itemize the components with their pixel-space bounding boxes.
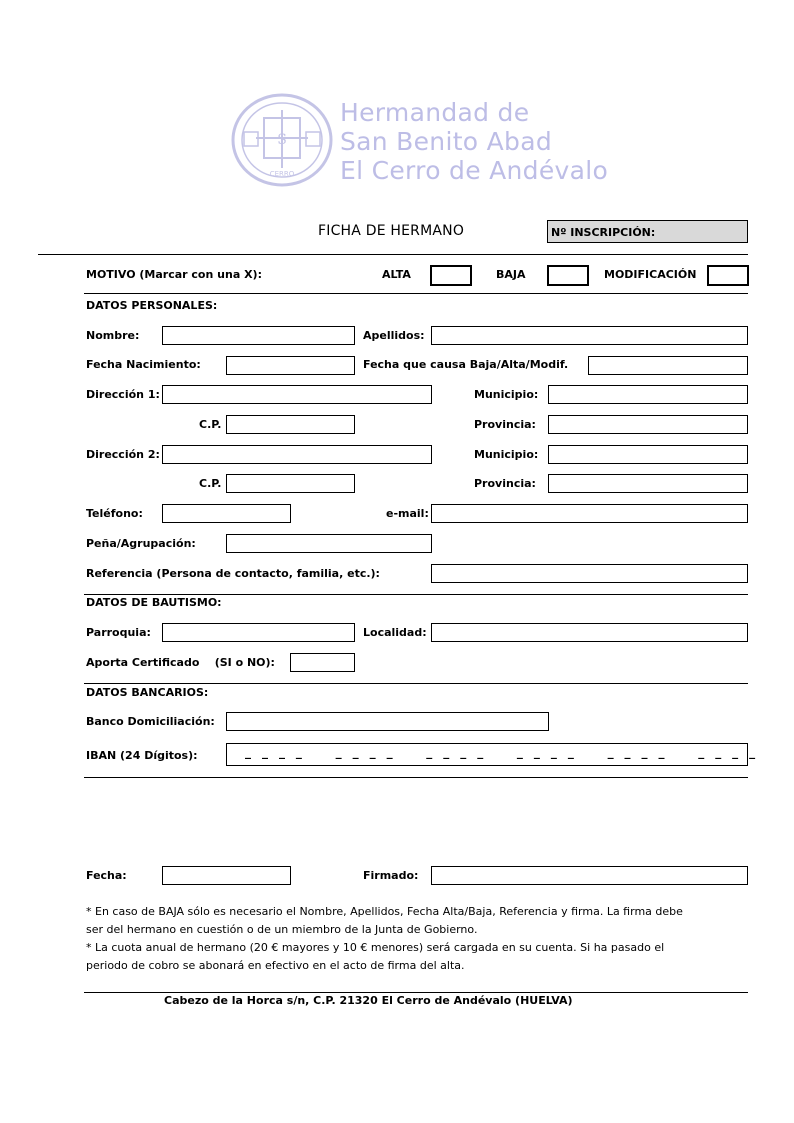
- alta-label: ALTA: [382, 268, 411, 281]
- direccion2-label: Dirección 2:: [86, 448, 160, 461]
- form-title: FICHA DE HERMANO: [318, 223, 465, 239]
- provincia1-field[interactable]: [548, 415, 748, 434]
- direccion2-field[interactable]: [162, 445, 432, 464]
- fecha-field[interactable]: [162, 866, 291, 885]
- divider: [84, 293, 748, 294]
- baja-checkbox[interactable]: [547, 265, 589, 286]
- logo-line-1: Hermandad de: [340, 98, 530, 127]
- logo-line-3: El Cerro de Andévalo: [340, 156, 609, 185]
- banco-label: Banco Domiciliación:: [86, 715, 215, 728]
- localidad-field[interactable]: [431, 623, 748, 642]
- logo: [230, 92, 610, 192]
- parroquia-label: Parroquia:: [86, 626, 151, 639]
- seal-letter: S: [277, 132, 287, 148]
- localidad-label: Localidad:: [363, 626, 427, 639]
- header-divider: [38, 254, 748, 255]
- cp1-field[interactable]: [226, 415, 355, 434]
- referencia-field[interactable]: [431, 564, 748, 583]
- alta-checkbox[interactable]: [430, 265, 472, 286]
- personal-section-title: DATOS PERSONALES:: [86, 299, 218, 312]
- telefono-field[interactable]: [162, 504, 291, 523]
- inscription-label: Nº INSCRIPCIÓN:: [551, 226, 656, 239]
- fecha-nacimiento-field[interactable]: [226, 356, 355, 375]
- pena-label: Peña/Agrupación:: [86, 537, 196, 550]
- email-label: e-mail:: [386, 507, 429, 520]
- note-line-4: periodo de cobro se abonará en efectivo en el acto de firma del alta.: [86, 959, 465, 972]
- iban-digit-slots: _ _ _ _ _ _ _ _ _ _ _ _ _ _ _ _ _ _ _ _ _ _ _ _: [245, 745, 759, 759]
- direccion1-label: Dirección 1:: [86, 388, 160, 401]
- cp1-label: C.P.: [199, 418, 222, 431]
- fecha-causa-field[interactable]: [588, 356, 748, 375]
- municipio1-field[interactable]: [548, 385, 748, 404]
- motivo-label: MOTIVO (Marcar con una X):: [86, 268, 262, 281]
- nombre-label: Nombre:: [86, 329, 140, 342]
- iban-label: IBAN (24 Dígitos):: [86, 749, 198, 762]
- seal-caption: CERRO: [269, 170, 295, 178]
- apellidos-field[interactable]: [431, 326, 748, 345]
- iban-field[interactable]: [226, 743, 759, 766]
- firmado-field[interactable]: [431, 866, 748, 885]
- municipio1-label: Municipio:: [474, 388, 539, 401]
- municipio2-field[interactable]: [548, 445, 748, 464]
- email-field[interactable]: [431, 504, 748, 523]
- modificacion-label: MODIFICACIÓN: [604, 268, 697, 281]
- apellidos-label: Apellidos:: [363, 329, 425, 342]
- pena-field[interactable]: [226, 534, 432, 553]
- municipio2-label: Municipio:: [474, 448, 539, 461]
- cp2-label: C.P.: [199, 477, 222, 490]
- firmado-label: Firmado:: [363, 869, 419, 882]
- note-line-1: * En caso de BAJA sólo es necesario el Nombre, Apellidos, Fecha Alta/Baja, Referencia y firma. La firma debe: [86, 905, 683, 918]
- inscription-field[interactable]: [547, 220, 748, 243]
- footer-divider: [84, 992, 748, 993]
- fecha-nacimiento-label: Fecha Nacimiento:: [86, 358, 201, 371]
- provincia2-field[interactable]: [548, 474, 748, 493]
- banco-field[interactable]: [226, 712, 549, 731]
- telefono-label: Teléfono:: [86, 507, 143, 520]
- divider: [84, 777, 748, 778]
- divider: [84, 594, 748, 595]
- parroquia-field[interactable]: [162, 623, 355, 642]
- bautismo-section-title: DATOS DE BAUTISMO:: [86, 596, 222, 609]
- logo-line-2: San Benito Abad: [340, 127, 553, 156]
- fecha-causa-label: Fecha que causa Baja/Alta/Modif.: [363, 358, 569, 371]
- note-line-3: * La cuota anual de hermano (20 € mayores y 10 € menores) será cargada en su cuenta. Si ha pasado el: [86, 941, 665, 954]
- certificado-label: Aporta Certificado (SI o NO):: [86, 656, 275, 669]
- referencia-label: Referencia (Persona de contacto, familia, etc.):: [86, 567, 380, 580]
- cp2-field[interactable]: [226, 474, 355, 493]
- direccion1-field[interactable]: [162, 385, 432, 404]
- provincia1-label: Provincia:: [474, 418, 536, 431]
- seal-emblem: [230, 92, 334, 188]
- footer-address: Cabezo de la Horca s/n, C.P. 21320 El Cerro de Andévalo (HUELVA): [164, 994, 573, 1007]
- note-line-2: ser del hermano en cuestión o de un miembro de la Junta de Gobierno.: [86, 923, 478, 936]
- certificado-field[interactable]: [290, 653, 355, 672]
- baja-label: BAJA: [496, 268, 526, 281]
- modificacion-checkbox[interactable]: [707, 265, 749, 286]
- divider: [84, 683, 748, 684]
- provincia2-label: Provincia:: [474, 477, 536, 490]
- bancarios-section-title: DATOS BANCARIOS:: [86, 686, 209, 699]
- nombre-field[interactable]: [162, 326, 355, 345]
- fecha-label: Fecha:: [86, 869, 127, 882]
